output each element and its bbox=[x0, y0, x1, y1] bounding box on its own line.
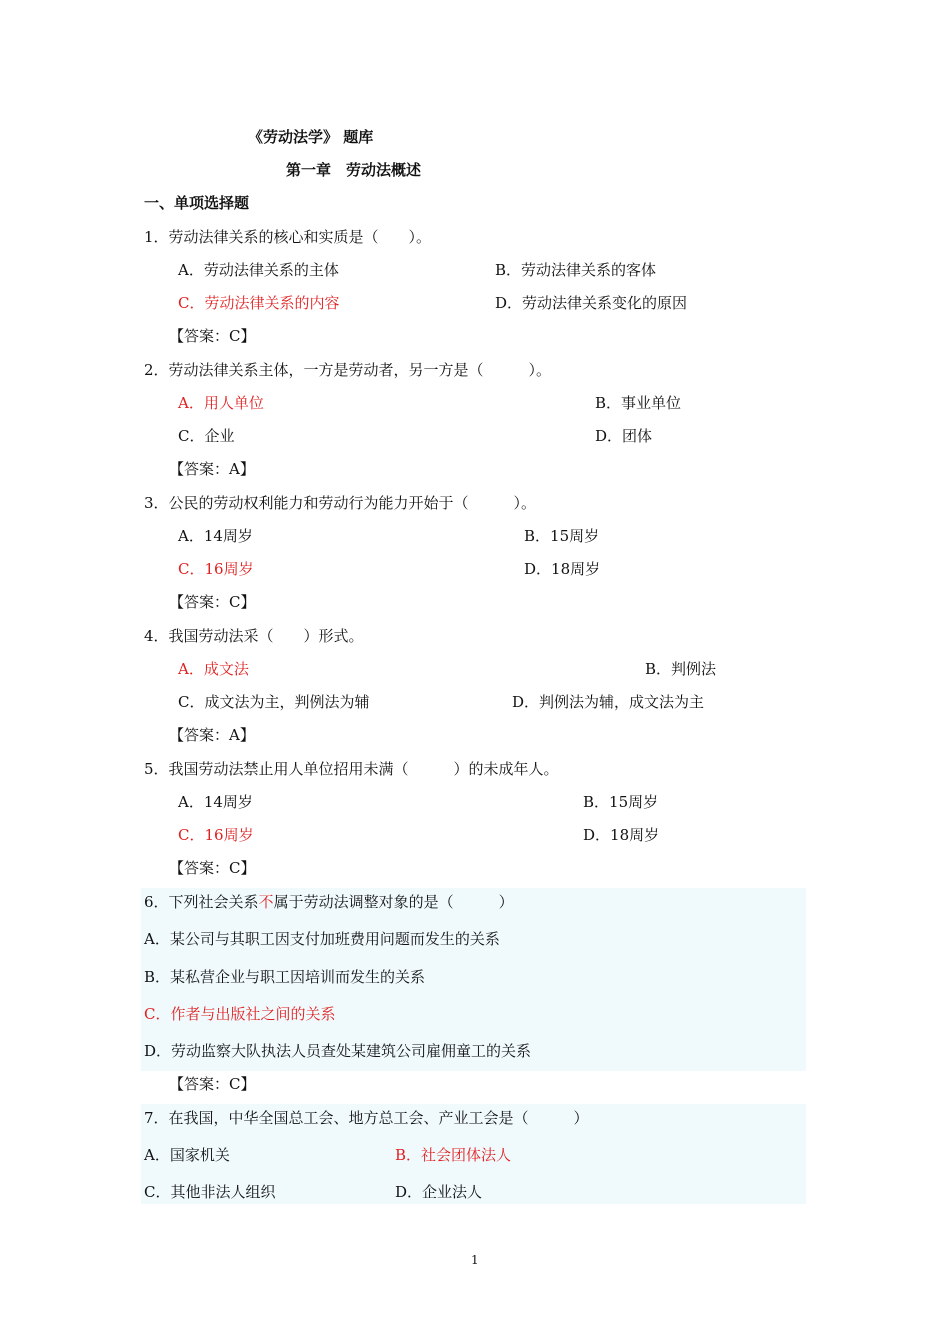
question-6-stem bbox=[144, 892, 514, 912]
section-title: 一、单项选择题 bbox=[144, 194, 250, 212]
question-6-option-c: C．作者与出版社之间的关系 bbox=[144, 1005, 336, 1023]
question-3-answer: 【答案：C】 bbox=[169, 593, 256, 611]
question-4-stem: 4．我国劳动法采（ ）形式。 bbox=[144, 627, 364, 645]
question-7-stem: 7．在我国，中华全国总工会、地方总工会、产业工会是（ ） bbox=[144, 1109, 589, 1127]
question-2-answer: 【答案：A】 bbox=[169, 460, 255, 478]
question-1-answer: 【答案：C】 bbox=[169, 327, 256, 345]
question-7-option-a: A．国家机关 bbox=[144, 1146, 230, 1164]
question-6-option-d: D．劳动监察大队执法人员查处某建筑公司雇佣童工的关系 bbox=[144, 1042, 532, 1060]
question-3-option-d: D．18周岁 bbox=[524, 560, 601, 578]
question-4-option-b: B．判例法 bbox=[645, 660, 717, 678]
question-7-option-b: B．社会团体法人 bbox=[395, 1146, 512, 1164]
question-6-stem-post: 属于劳动法调整对象的是（ ） bbox=[273, 893, 514, 911]
question-2-option-a: A．用人单位 bbox=[178, 394, 264, 412]
question-7-option-c: C．其他非法人组织 bbox=[144, 1183, 276, 1201]
question-1-option-a: A．劳动法律关系的主体 bbox=[178, 261, 339, 279]
question-2-stem: 2．劳动法律关系主体，一方是劳动者，另一方是（ ）。 bbox=[144, 361, 552, 379]
question-2-option-b: B．事业单位 bbox=[595, 394, 682, 412]
question-1-option-d: D．劳动法律关系变化的原因 bbox=[495, 294, 688, 312]
question-5-answer: 【答案：C】 bbox=[169, 859, 256, 877]
question-1-option-c: C．劳动法律关系的内容 bbox=[178, 294, 340, 312]
question-2-option-d: D．团体 bbox=[595, 427, 653, 445]
question-4-option-a: A．成文法 bbox=[178, 660, 249, 678]
question-3-stem: 3．公民的劳动权利能力和劳动行为能力开始于（ ）。 bbox=[144, 494, 537, 512]
question-5-stem: 5．我国劳动法禁止用人单位招用未满（ ）的未成年人。 bbox=[144, 760, 559, 778]
question-3-option-a: A．14周岁 bbox=[178, 527, 253, 545]
question-6-stem-pre: 6．下列社会关系 bbox=[144, 893, 259, 911]
question-5-option-a: A．14周岁 bbox=[178, 793, 253, 811]
question-4-option-d: D．判例法为辅，成文法为主 bbox=[512, 693, 705, 711]
question-1-stem: 1．劳动法律关系的核心和实质是（ ）。 bbox=[144, 228, 432, 246]
question-2-option-c: C．企业 bbox=[178, 427, 235, 445]
question-1-option-b: B．劳动法律关系的客体 bbox=[495, 261, 657, 279]
question-3-option-b: B．15周岁 bbox=[524, 527, 600, 545]
question-4-option-c: C．成文法为主，判例法为辅 bbox=[178, 693, 370, 711]
question-5-option-b: B．15周岁 bbox=[583, 793, 659, 811]
question-3-option-c: C．16周岁 bbox=[178, 560, 254, 578]
question-6-option-b: B．某私营企业与职工因培训而发生的关系 bbox=[144, 968, 426, 986]
chapter-title: 第一章 劳动法概述 bbox=[286, 161, 422, 179]
question-6-stem-emphasis: 不 bbox=[258, 893, 274, 911]
page-number: 1 bbox=[471, 1253, 479, 1267]
document-title: 《劳动法学》 题库 bbox=[248, 128, 374, 146]
question-4-answer: 【答案：A】 bbox=[169, 726, 255, 744]
question-5-option-d: D．18周岁 bbox=[583, 826, 660, 844]
question-6-option-a: A．某公司与其职工因支付加班费用问题而发生的关系 bbox=[144, 930, 500, 948]
question-6-answer: 【答案：C】 bbox=[169, 1075, 256, 1093]
question-5-option-c: C．16周岁 bbox=[178, 826, 254, 844]
question-7-option-d: D．企业法人 bbox=[395, 1183, 483, 1201]
